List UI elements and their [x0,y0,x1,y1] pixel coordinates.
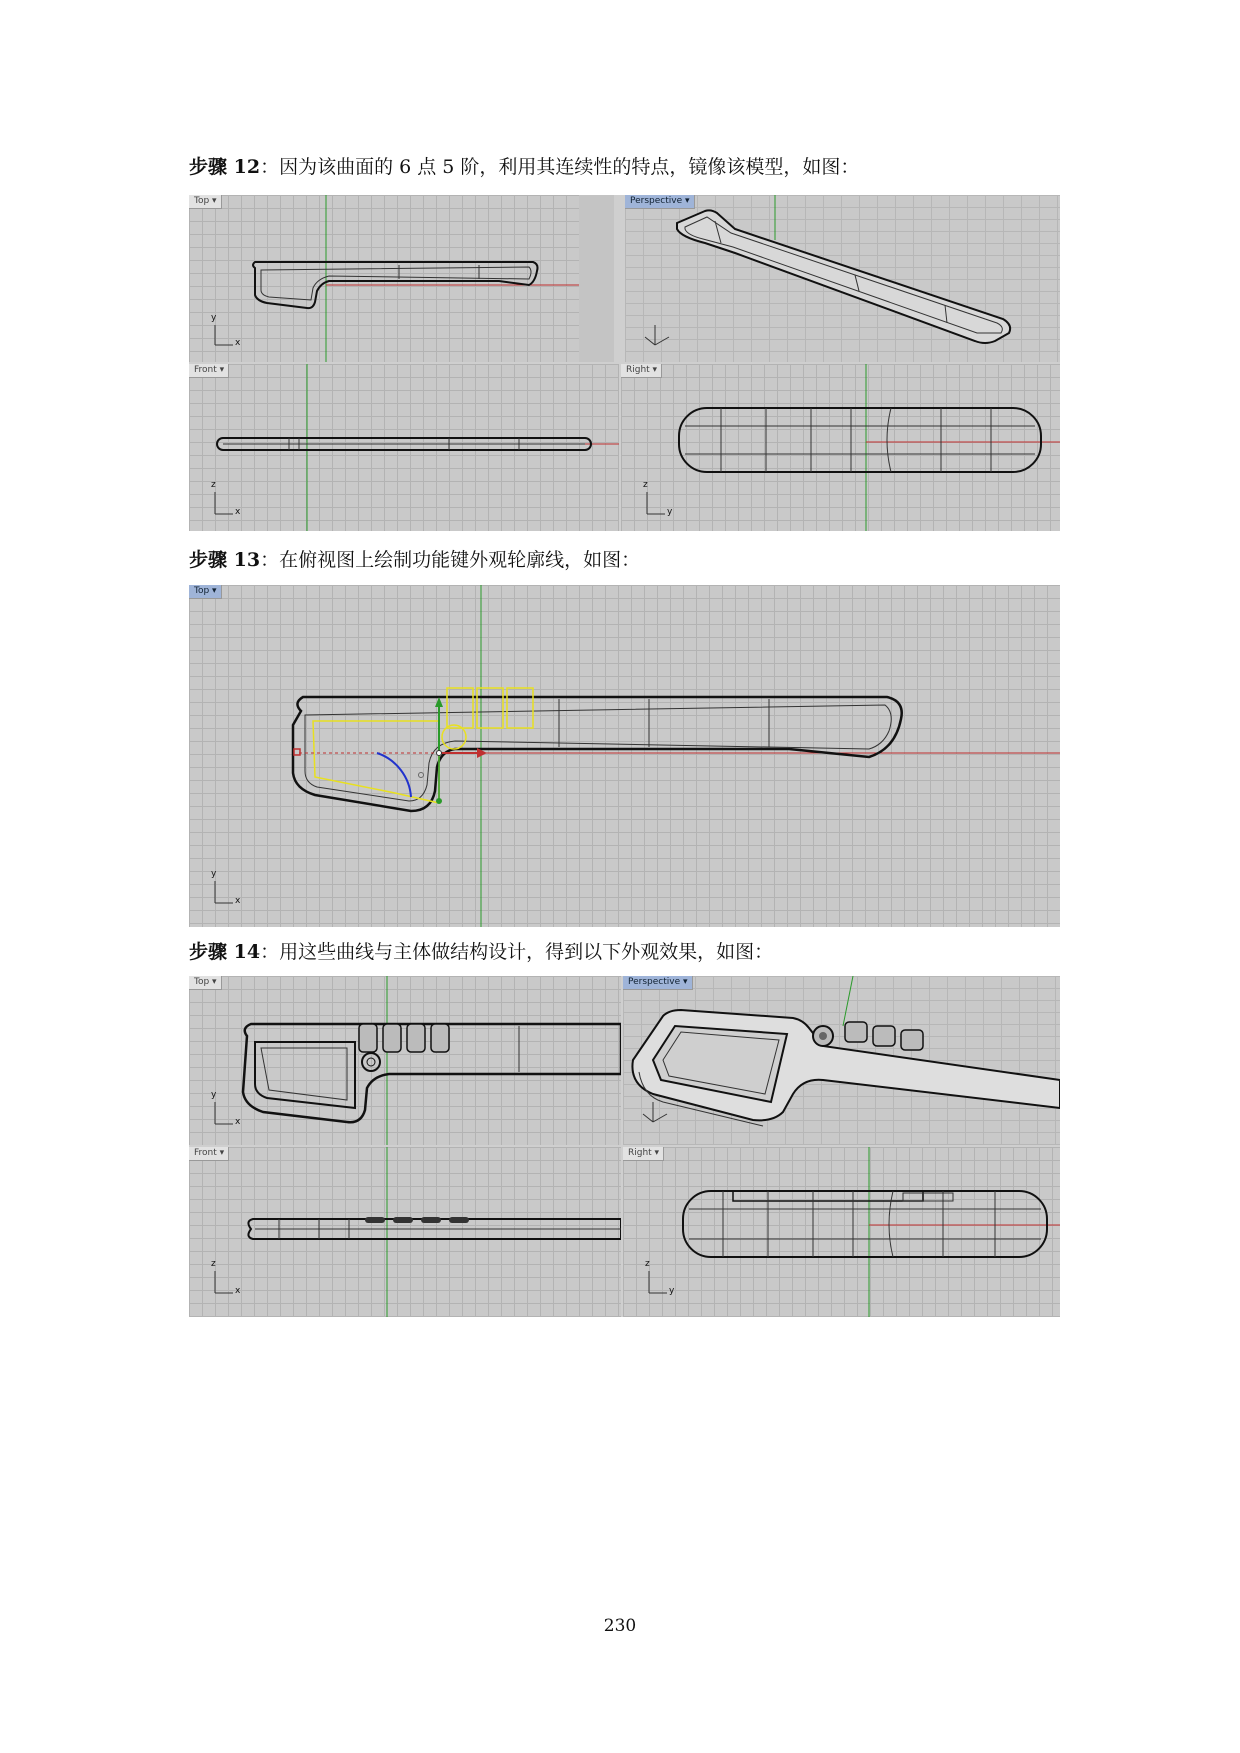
step-12-text: ：因为该曲面的 6 点 5 阶，利用其连续性的特点，镜像该模型，如图： [260,156,860,178]
viewport-right[interactable] [621,364,1060,531]
viewport-right[interactable] [623,1147,1060,1317]
axis-y-label: y [667,507,673,517]
viewport-title-perspective[interactable]: Perspective ▾ [625,195,695,209]
axis-y-label: y [211,1090,217,1100]
step-14-label: 步骤 14 [189,941,261,963]
step-13-caption [189,548,640,572]
step-14-caption [189,940,773,964]
axis-indicator [189,1147,621,1317]
viewport-perspective[interactable] [625,195,1060,362]
viewport-gap [579,195,614,362]
axis-x-label: x [235,338,241,348]
axis-z-label: z [645,1259,650,1269]
figure-step-13 [189,585,1060,927]
viewport-title-top[interactable]: Top ▾ [189,585,222,599]
viewport-title-right[interactable]: Right ▾ [623,1147,664,1161]
viewport-top[interactable] [189,976,621,1145]
axis-indicator [623,976,1060,1145]
axis-y-label: y [211,869,217,879]
viewport-top-large[interactable] [189,585,1060,927]
step-14-text: ：用这些曲线与主体做结构设计，得到以下外观效果，如图： [260,941,774,963]
axis-z-label: z [643,480,648,490]
axis-x-label: x [235,507,241,517]
figure-step-14 [189,976,1060,1317]
page-number: 230 [603,1616,637,1636]
step-12-caption [189,155,859,179]
viewport-title-front[interactable]: Front ▾ [189,1147,229,1161]
viewport-front[interactable] [189,1147,621,1317]
viewport-title-top[interactable]: Top ▾ [189,195,222,209]
axis-x-label: x [235,1117,241,1127]
axis-indicator [189,976,621,1145]
axis-z-label: z [211,1259,216,1269]
axis-indicator [189,195,579,362]
axis-y-label: y [211,313,217,323]
axis-x-label: x [235,1286,241,1296]
axis-x-label: x [235,896,241,906]
axis-z-label: z [211,480,216,490]
viewport-title-right[interactable]: Right ▾ [621,364,662,378]
axis-y-label: y [669,1286,675,1296]
axis-indicator [189,364,619,531]
axis-indicator [623,1147,1060,1317]
axis-indicator [189,585,1060,927]
axis-indicator [625,195,1060,362]
viewport-front[interactable] [189,364,619,531]
viewport-title-front[interactable]: Front ▾ [189,364,229,378]
viewport-title-perspective[interactable]: Perspective ▾ [623,976,693,990]
step-13-label: 步骤 13 [189,549,261,571]
figure-step-12 [189,195,1060,531]
step-12-label: 步骤 12 [189,156,261,178]
axis-indicator [621,364,1060,531]
step-13-text: ：在俯视图上绘制功能键外观轮廓线，如图： [260,549,641,571]
viewport-perspective[interactable] [623,976,1060,1145]
viewport-title-top[interactable]: Top ▾ [189,976,222,990]
viewport-top[interactable] [189,195,579,362]
